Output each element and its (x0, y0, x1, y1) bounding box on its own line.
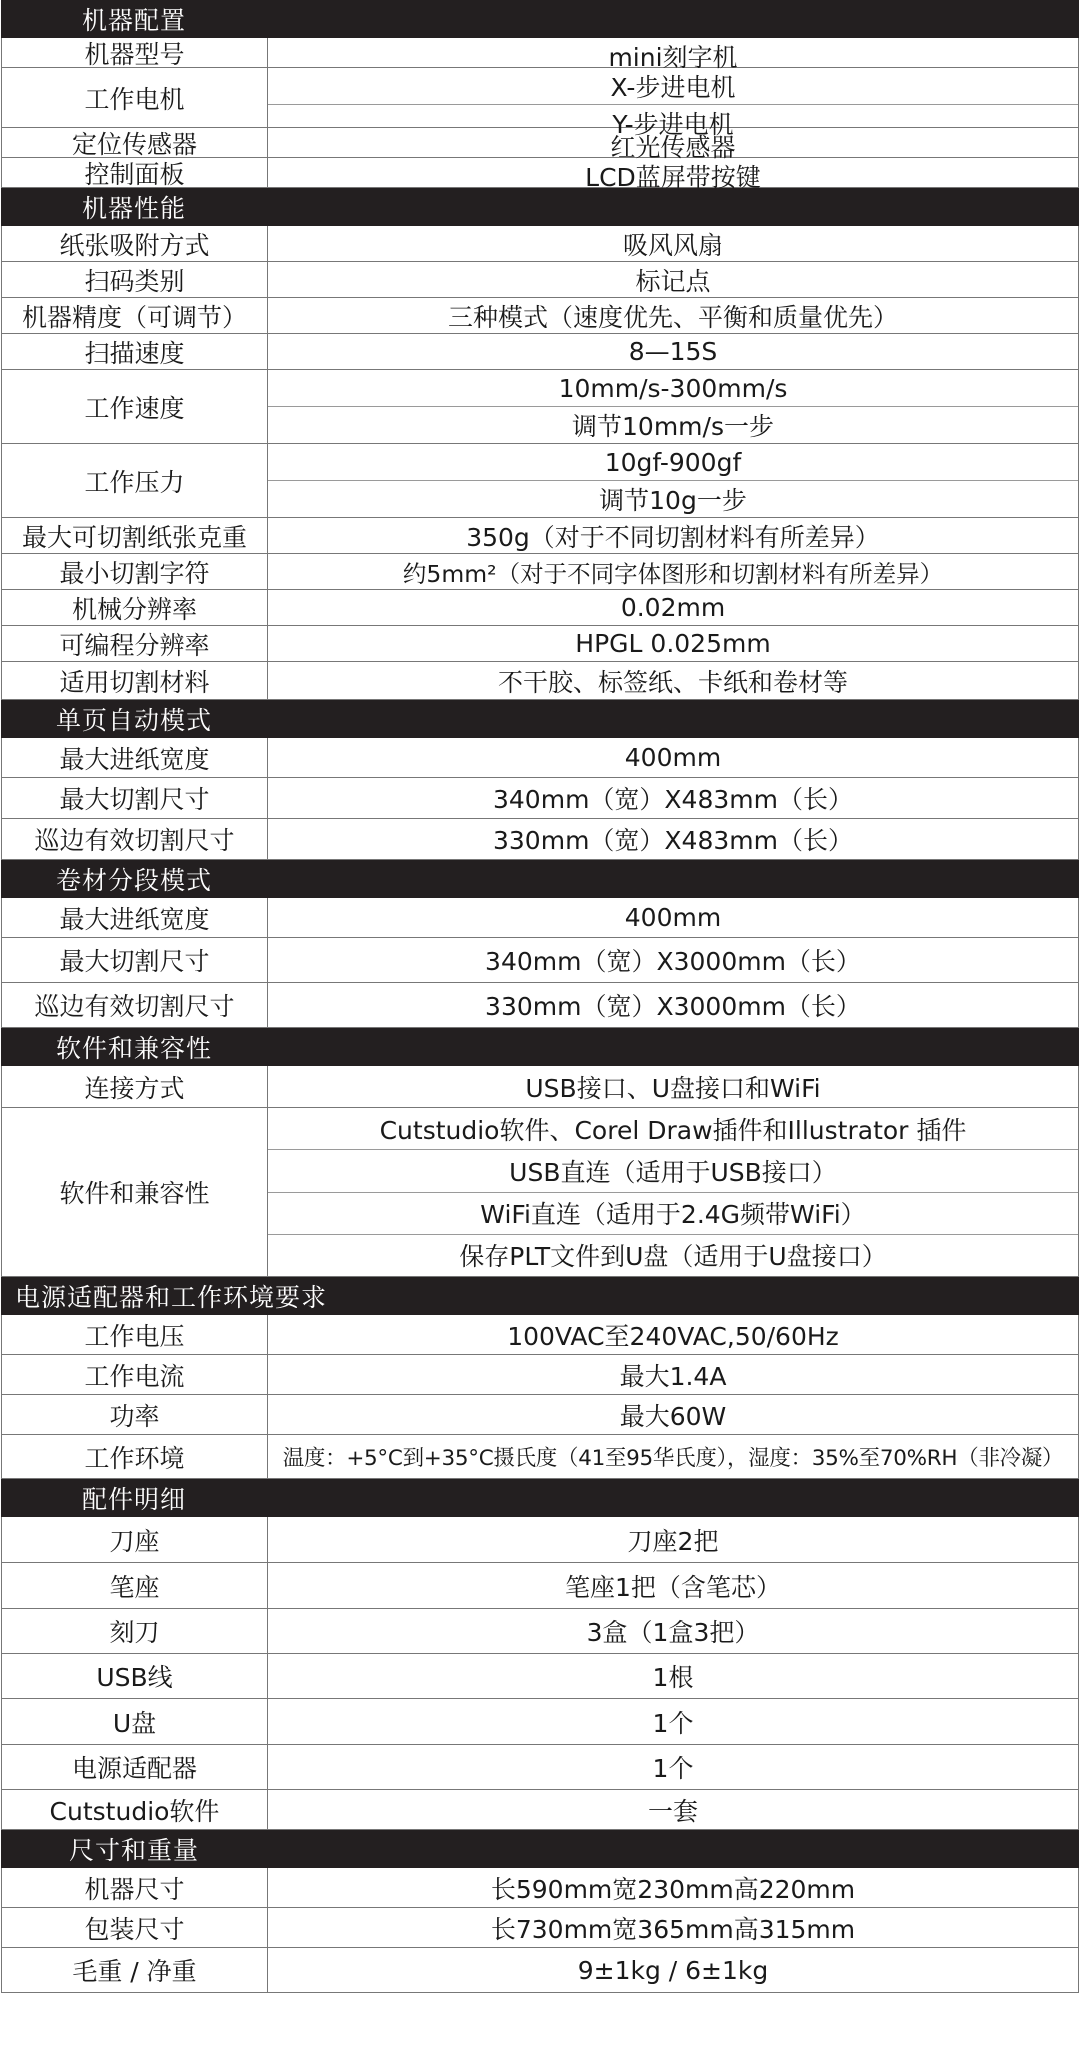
spec-value: 笔座1把（含笔芯） (565, 1572, 781, 1602)
spec-label: 刻刀 (2, 1609, 268, 1653)
spec-row (1, 662, 1079, 700)
spec-row (1, 1745, 1079, 1790)
spec-label: 扫描速度 (2, 334, 268, 369)
spec-row (1, 778, 1079, 819)
spec-label: 控制面板 (2, 158, 268, 187)
spec-value: 9±1kg / 6±1kg (577, 1955, 769, 1985)
spec-value: 最大1.4A (619, 1361, 727, 1391)
spec-row (1, 1609, 1079, 1654)
spec-value: 三种模式（速度优先、平衡和质量优先） (447, 303, 898, 332)
spec-row (1, 226, 1079, 262)
spec-value: WiFi直连（适用于2.4G频带WiFi） (268, 1193, 1078, 1235)
spec-value: 3盒（1盒3把） (586, 1618, 760, 1647)
spec-row (1, 1868, 1079, 1908)
spec-value: USB接口、U盘接口和WiFi (525, 1073, 821, 1103)
spec-row (1, 518, 1079, 554)
section-header (1, 1479, 1079, 1517)
spec-row (1, 590, 1079, 626)
spec-row (1, 1654, 1079, 1699)
spec-label: 扫码类别 (2, 262, 268, 297)
spec-sheet (1, 0, 1079, 1993)
spec-value: 330mm（宽）X483mm（长） (493, 826, 853, 855)
spec-label: 功率 (2, 1395, 268, 1434)
spec-label: 毛重 / 净重 (2, 1948, 268, 1992)
spec-value: 1个 (652, 1708, 694, 1738)
section-title: 机器配置 (81, 5, 186, 35)
spec-label: 定位传感器 (2, 128, 268, 157)
spec-label: 工作环境 (2, 1435, 268, 1478)
spec-row (1, 1435, 1079, 1479)
section-header (1, 1277, 1079, 1315)
spec-value: 标记点 (635, 267, 711, 296)
spec-value: 保存PLT文件到U盘（适用于U盘接口） (459, 1242, 887, 1272)
section-title: 尺寸和重量 (68, 1835, 199, 1865)
spec-value: 340mm（宽）X3000mm（长） (485, 947, 861, 976)
spec-label: 最小切割字符 (2, 554, 268, 589)
spec-label: 工作电流 (2, 1355, 268, 1394)
spec-row (1, 1315, 1079, 1355)
spec-row (1, 1066, 1079, 1108)
spec-value: 吸风风扇 (622, 231, 723, 260)
spec-row (1, 554, 1079, 590)
spec-value: 1根 (652, 1663, 694, 1692)
spec-value: USB直连（适用于USB接口） (268, 1150, 1078, 1192)
spec-row (1, 1699, 1079, 1745)
spec-value: 最大60W (619, 1401, 727, 1431)
section-title: 配件明细 (81, 1484, 186, 1514)
spec-row (1, 128, 1079, 162)
spec-value: 340mm（宽）X483mm（长） (493, 785, 853, 814)
spec-row (1, 38, 1079, 72)
section-title: 机器性能 (81, 193, 186, 223)
spec-label: 最大切割尺寸 (2, 778, 268, 818)
spec-label: 电源适配器 (2, 1745, 268, 1789)
spec-label: 刀座 (2, 1517, 268, 1562)
section-title: 电源适配器和工作环境要求 (15, 1282, 328, 1312)
spec-row (1, 938, 1079, 983)
spec-row (1, 298, 1079, 334)
section-title: 软件和兼容性 (55, 1033, 212, 1063)
spec-value: Cutstudio软件、Corel Draw插件和Illustrator 插件 (268, 1108, 1078, 1150)
spec-label: 最大进纸宽度 (2, 738, 268, 777)
spec-value: 0.02mm (620, 593, 726, 622)
spec-row (1, 262, 1079, 298)
section-header (1, 700, 1079, 738)
section-header (1, 1028, 1079, 1066)
spec-label: 机器型号 (2, 38, 268, 67)
spec-value: 刀座2把 (627, 1526, 719, 1556)
spec-value: 400mm (624, 903, 722, 932)
spec-row (1, 738, 1079, 778)
spec-label: 巡边有效切割尺寸 (2, 819, 268, 859)
spec-label: 机器尺寸 (2, 1868, 268, 1907)
spec-label: 机械分辨率 (2, 590, 268, 625)
spec-label: 包装尺寸 (2, 1908, 268, 1947)
section-title: 卷材分段模式 (55, 865, 212, 895)
spec-label: 工作速度 (2, 370, 268, 443)
spec-value: 约5mm²（对于不同字体图形和切割材料有所差异） (402, 559, 944, 588)
spec-value: 10gf-900gf (268, 444, 1078, 481)
spec-row (1, 1908, 1079, 1948)
spec-row (1, 1517, 1079, 1563)
spec-row (1, 68, 1079, 139)
spec-value: 温度：+5°C到+35°C摄氏度（41至95华氏度），湿度：35%至70%RH（非冷凝） (282, 1446, 1064, 1471)
spec-row (1, 444, 1079, 518)
spec-label: 适用切割材料 (2, 662, 268, 699)
spec-value: 长730mm宽365mm高315mm (490, 1914, 856, 1944)
spec-value: 调节10mm/s一步 (572, 412, 774, 441)
spec-row (1, 1108, 1079, 1277)
spec-label: 工作电机 (2, 68, 268, 127)
spec-row (1, 370, 1079, 444)
spec-label: 笔座 (2, 1563, 268, 1608)
spec-row (1, 158, 1079, 192)
section-header (1, 1830, 1079, 1868)
spec-value: 100VAC至240VAC,50/60Hz (507, 1321, 839, 1351)
spec-value: LCD蓝屏带按键 (585, 163, 761, 192)
spec-label: Cutstudio软件 (2, 1790, 268, 1829)
spec-value: 1个 (652, 1754, 694, 1783)
spec-label: 工作压力 (2, 444, 268, 517)
spec-row (1, 626, 1079, 662)
spec-value: mini刻字机 (608, 43, 738, 72)
spec-row (1, 334, 1079, 370)
spec-row (1, 1948, 1079, 1993)
spec-value: 8—15S (628, 337, 718, 366)
spec-row (1, 1563, 1079, 1609)
spec-label: 连接方式 (2, 1066, 268, 1107)
spec-label: USB线 (2, 1654, 268, 1698)
section-header (1, 860, 1079, 898)
spec-value: 400mm (624, 743, 722, 772)
spec-value: 调节10g一步 (599, 486, 747, 515)
spec-value: 不干胶、标签纸、卡纸和卷材等 (497, 667, 848, 697)
spec-label: 最大切割尺寸 (2, 938, 268, 982)
spec-row (1, 898, 1079, 938)
spec-label: U盘 (2, 1699, 268, 1744)
spec-row (1, 983, 1079, 1028)
spec-value: Y-步进电机 (612, 110, 734, 139)
spec-label: 软件和兼容性 (2, 1108, 268, 1276)
section-title: 单页自动模式 (55, 705, 212, 735)
section-header (1, 0, 1079, 38)
spec-value: 10mm/s-300mm/s (268, 370, 1078, 407)
spec-value: 一套 (647, 1796, 698, 1826)
spec-label: 机器精度（可调节） (2, 298, 268, 333)
spec-value: 350g（对于不同切割材料有所差异） (466, 523, 880, 552)
spec-value: 红光传感器 (610, 133, 736, 162)
spec-row (1, 1790, 1079, 1830)
spec-label: 最大进纸宽度 (2, 898, 268, 937)
spec-value: HPGL 0.025mm (575, 629, 771, 658)
spec-label: 纸张吸附方式 (2, 226, 268, 261)
spec-label: 巡边有效切割尺寸 (2, 983, 268, 1027)
spec-value: X-步进电机 (268, 68, 1078, 105)
spec-label: 最大可切割纸张克重 (2, 518, 268, 553)
spec-label: 工作电压 (2, 1315, 268, 1354)
spec-value: 长590mm宽230mm高220mm (490, 1874, 856, 1904)
spec-value: 330mm（宽）X3000mm（长） (485, 992, 861, 1021)
spec-row (1, 1355, 1079, 1395)
spec-row (1, 1395, 1079, 1435)
spec-label: 可编程分辨率 (2, 626, 268, 661)
spec-row (1, 819, 1079, 860)
